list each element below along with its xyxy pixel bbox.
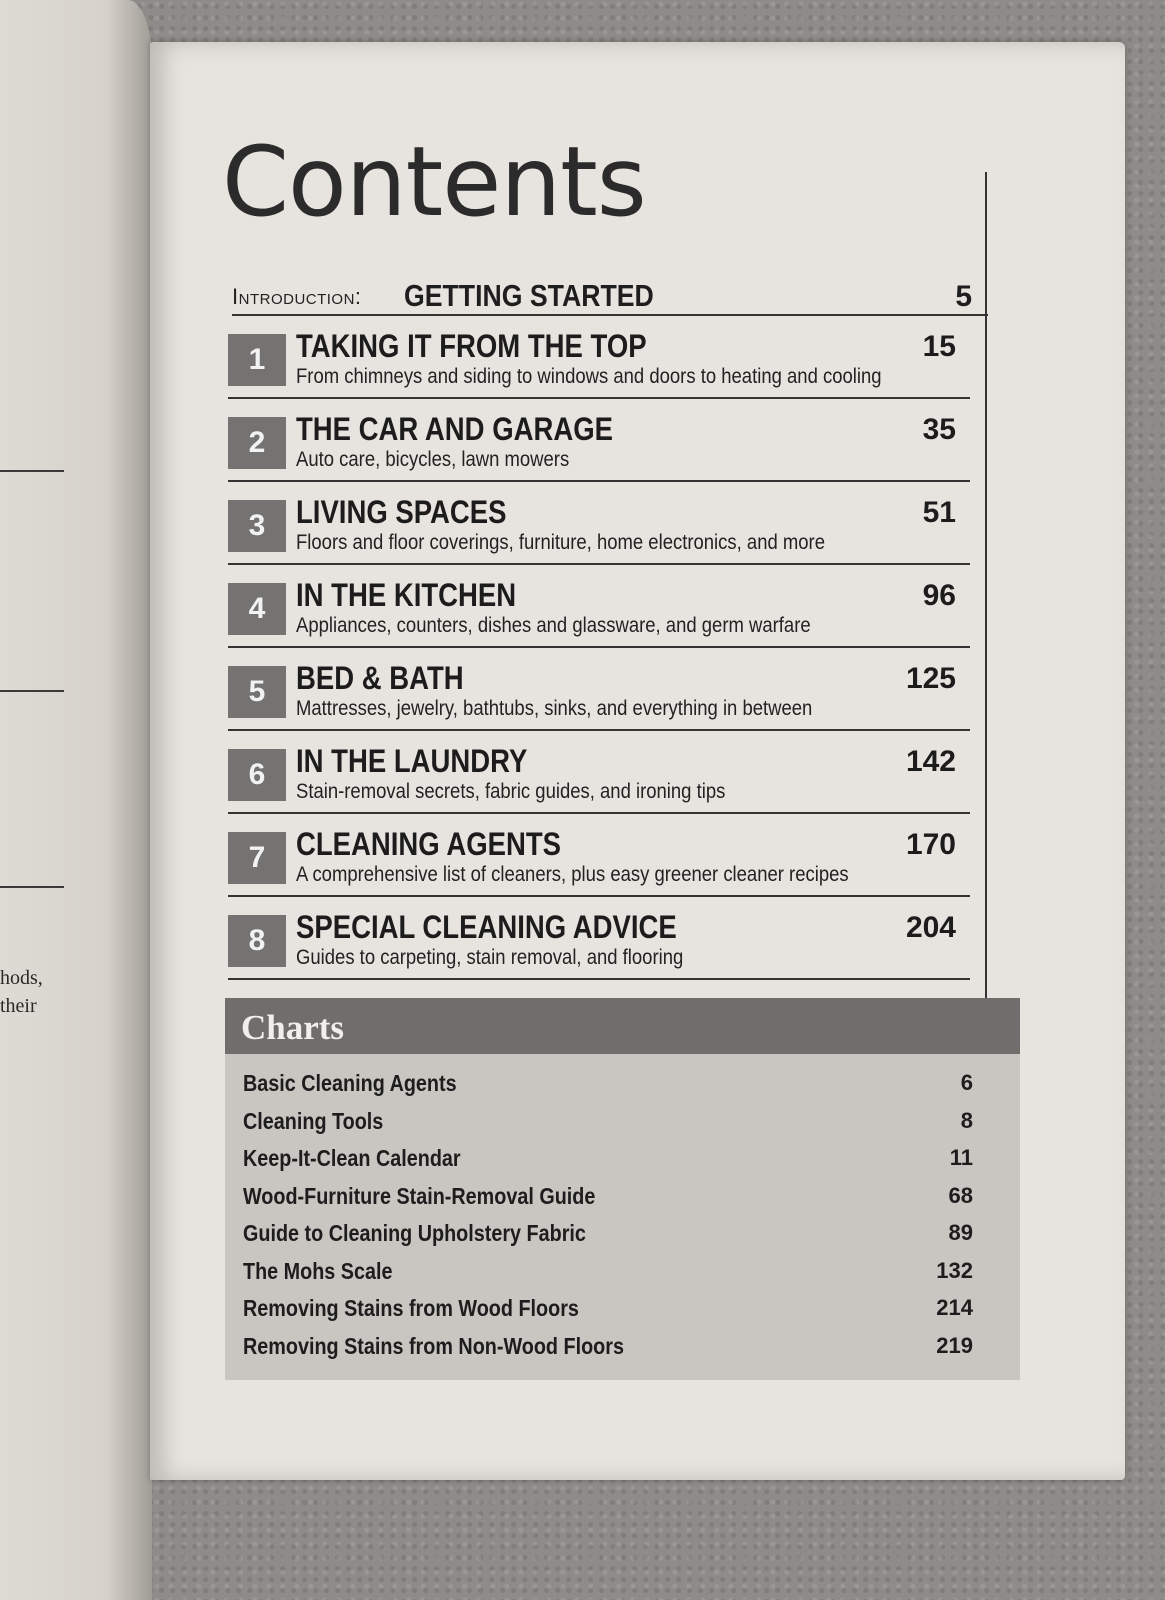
chart-label: Guide to Cleaning Upholstery Fabric — [243, 1220, 586, 1246]
chart-page-number: 89 — [948, 1220, 973, 1245]
chapter-title: SPECIAL CLEANING ADVICE — [296, 909, 677, 945]
chapter-title: THE CAR AND GARAGE — [296, 411, 613, 447]
chapter-number-badge: 8 — [228, 915, 286, 967]
left-page-fragment: hods, — [0, 967, 43, 989]
chart-page-number: 8 — [960, 1107, 973, 1133]
chart-page-number: 11 — [949, 1145, 973, 1170]
chapter-description: Mattresses, jewelry, bathtubs, sinks, and everything in between — [296, 697, 813, 720]
chapter-number-badge: 1 — [228, 334, 286, 386]
charts-heading: Charts — [241, 1008, 345, 1047]
chapter-entry — [228, 399, 970, 482]
chart-list-item — [243, 1066, 973, 1104]
contents-page — [150, 42, 1125, 1480]
chapter-entry — [228, 731, 970, 814]
left-page-rule — [0, 886, 64, 888]
chapter-page-number: 170 — [905, 828, 956, 861]
introduction-label: Introduction: — [232, 284, 362, 309]
chapter-number-badge: 4 — [228, 583, 286, 635]
chapter-number-badge: 2 — [228, 417, 286, 469]
chart-list-item — [243, 1291, 973, 1329]
chart-page-number: 68 — [948, 1182, 973, 1208]
chart-label: Removing Stains from Non-Wood Floors — [243, 1332, 624, 1359]
chapter-description: Guides to carpeting, stain removal, and flooring — [296, 946, 684, 969]
chapter-number-badge: 6 — [228, 749, 286, 801]
chapter-description: From chimneys and siding to windows and doors to heating and cooling — [296, 365, 882, 388]
chart-page-number: 132 — [936, 1257, 973, 1283]
chapter-entry — [228, 814, 970, 897]
chapter-title: LIVING SPACES — [296, 494, 507, 530]
left-page — [0, 0, 152, 1600]
chapter-description: Auto care, bicycles, lawn mowers — [296, 448, 570, 471]
page-title: Contents — [222, 126, 646, 238]
chart-list-item — [243, 1216, 973, 1254]
charts-header — [225, 998, 1020, 1054]
chapter-entry — [228, 482, 970, 565]
chapter-entry — [228, 565, 970, 648]
chart-list-item — [243, 1104, 973, 1142]
chart-page-number: 6 — [960, 1070, 973, 1095]
chapter-title: IN THE KITCHEN — [296, 577, 517, 613]
chapter-number-badge: 3 — [228, 500, 286, 552]
chart-list-item — [243, 1329, 973, 1367]
chart-list-item — [243, 1141, 973, 1179]
chart-label: The Mohs Scale — [243, 1257, 393, 1284]
introduction-title: GETTING STARTED — [404, 278, 654, 313]
introduction-page-number: 5 — [955, 280, 972, 313]
chapter-number-badge: 5 — [228, 666, 286, 718]
chart-label: Keep-It-Clean Calendar — [243, 1145, 461, 1171]
introduction-entry — [232, 274, 988, 316]
charts-box — [225, 998, 1020, 1380]
chapter-title: IN THE LAUNDRY — [296, 743, 528, 779]
chapter-title: CLEANING AGENTS — [296, 826, 562, 862]
chapter-number-badge: 7 — [228, 832, 286, 884]
chapter-page-number: 142 — [905, 745, 956, 778]
chapter-title: TAKING IT FROM THE TOP — [296, 328, 647, 364]
chart-page-number: 214 — [936, 1295, 973, 1320]
chart-label: Cleaning Tools — [243, 1107, 384, 1134]
chapter-description: Stain-removal secrets, fabric guides, and ironing tips — [296, 780, 726, 803]
chapter-description: Floors and floor coverings, furniture, home electronics, and more — [296, 531, 825, 554]
chapter-page-number: 51 — [922, 496, 956, 529]
chapter-page-number: 204 — [905, 911, 956, 944]
chapter-list — [228, 316, 970, 980]
chapter-title: BED & BATH — [296, 660, 464, 696]
chart-label: Removing Stains from Wood Floors — [243, 1295, 579, 1321]
chapter-page-number: 96 — [922, 579, 956, 612]
chart-list — [243, 1066, 973, 1366]
chapter-entry — [228, 648, 970, 731]
left-page-fragment: their — [0, 995, 37, 1017]
chapter-entry — [228, 316, 970, 399]
chart-list-item — [243, 1254, 973, 1292]
chapter-description: A comprehensive list of cleaners, plus easy greener cleaner recipes — [296, 863, 849, 886]
chapter-entry — [228, 897, 970, 980]
chapter-page-number: 35 — [922, 413, 956, 446]
left-page-rule — [0, 690, 64, 692]
chart-list-item — [243, 1179, 973, 1217]
chapter-page-number: 15 — [922, 330, 956, 363]
chapter-page-number: 125 — [905, 662, 956, 695]
left-page-rule — [0, 470, 64, 472]
chart-label: Wood-Furniture Stain-Removal Guide — [243, 1182, 596, 1209]
chart-label: Basic Cleaning Agents — [243, 1070, 457, 1096]
chapter-description: Appliances, counters, dishes and glassware, and germ warfare — [296, 614, 811, 637]
chart-page-number: 219 — [936, 1332, 973, 1358]
